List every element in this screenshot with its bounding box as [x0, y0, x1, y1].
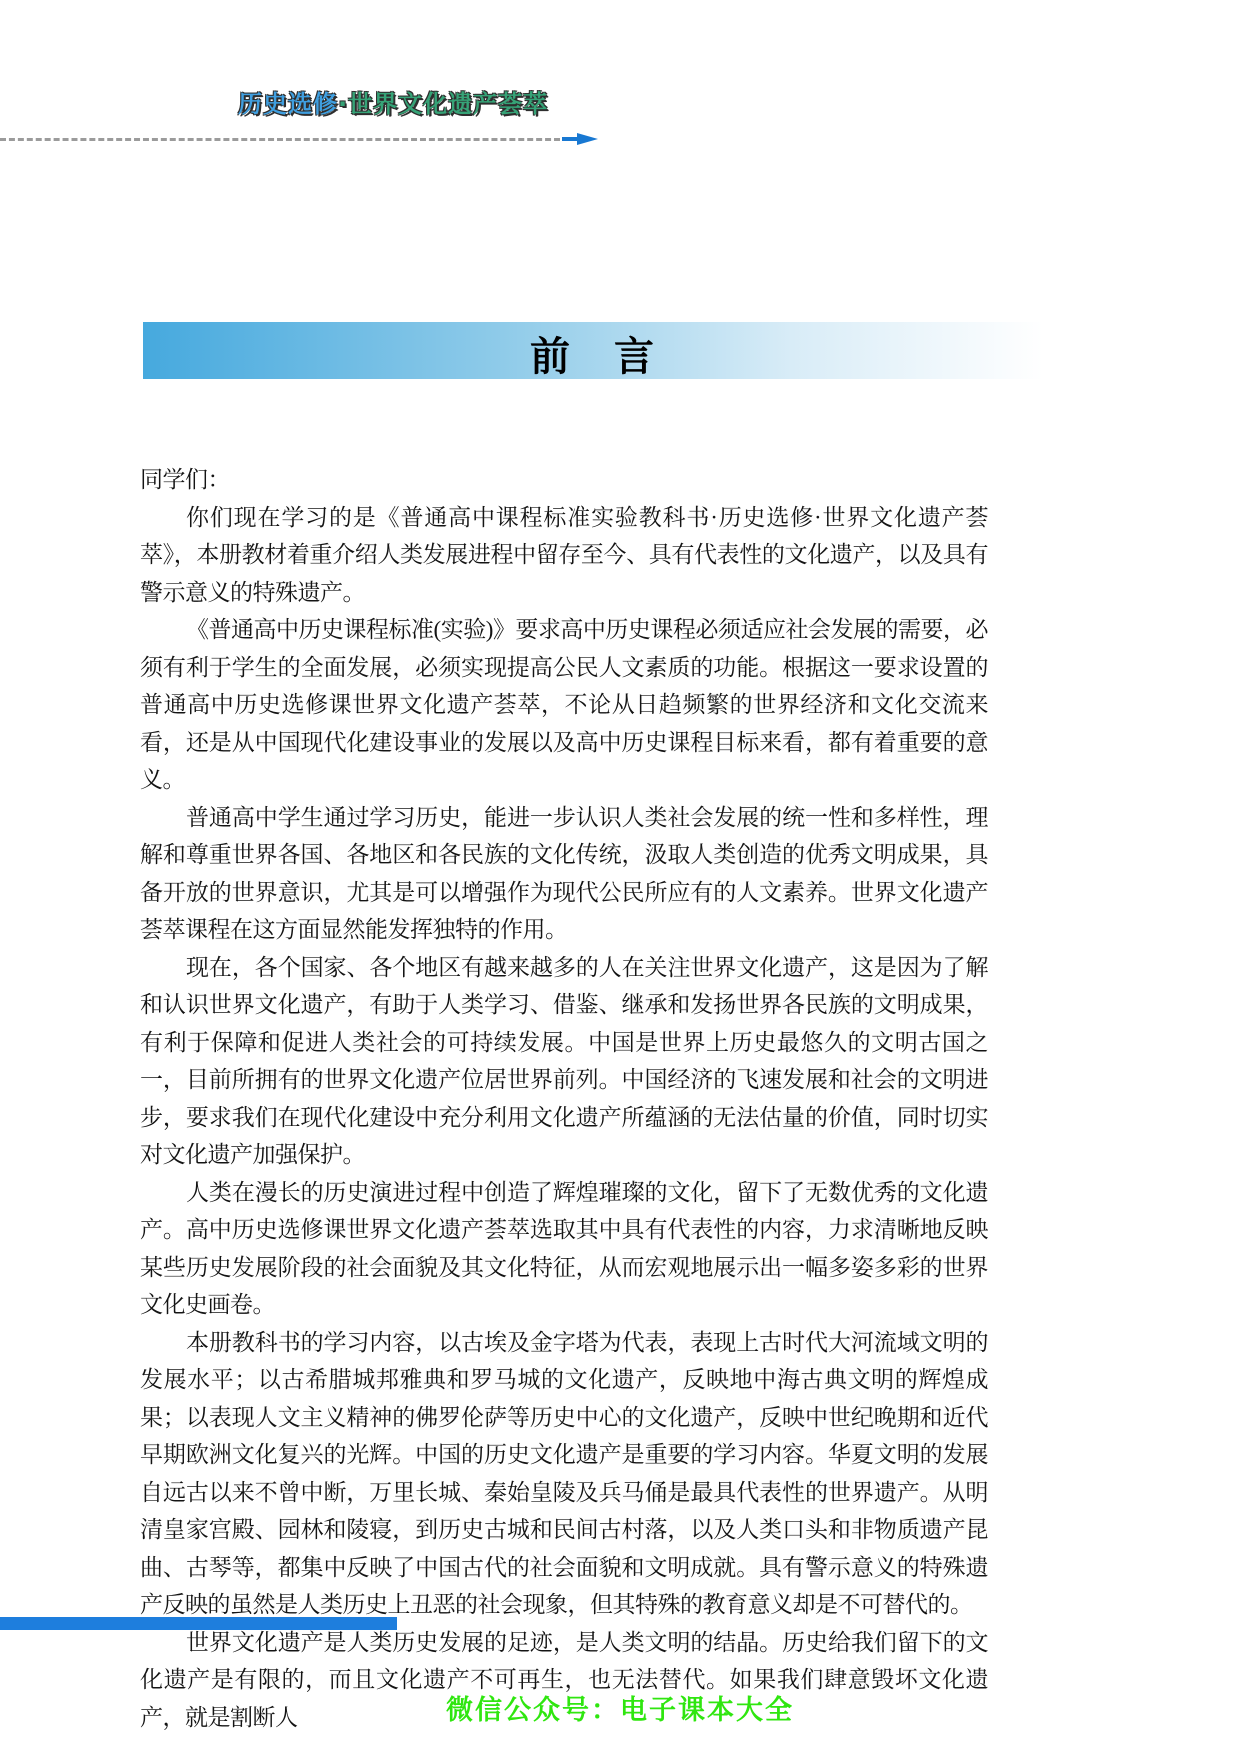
paragraph-7: 世界文化遗产是人类历史发展的足迹，是人类文明的结晶。历史给我们留下的文化遗产是有限的，而且文化遗产不可再生，也无法替代。如果我们肆意毁坏文化遗产，就是割断人 — [140, 1629, 988, 1730]
paragraph-2: 《普通高中历史课程标准(实验)》要求高中历史课程必须适应社会发展的需要，必须有利于学生的全面发展，必须实现提高公民人文素质的功能。根据这一要求设置的普通高中历史选修课世界文化遗产荟萃，不论从日趋频繁的世界经济和文化交流来看，还是从中国现代化建设事业的发展以及高中历史课程目标来看，都有着重要的意义。 — [140, 617, 988, 792]
arrow-right-icon — [562, 130, 598, 148]
preface-banner — [143, 322, 1043, 379]
paragraph-5: 人类在漫长的历史演进过程中创造了辉煌璀璨的文化，留下了无数优秀的文化遗产。高中历史选修课世界文化遗产荟萃选取其中具有代表性的内容，力求清晰地反映某些历史发展阶段的社会面貌及其文化特征，从而宏观地展示出一幅多姿多彩的世界文化史画卷。 — [140, 1179, 988, 1317]
salutation: 同学们： — [140, 467, 230, 492]
series-title-part1: 历史选修 — [238, 90, 338, 118]
preface-body — [140, 461, 988, 1736]
page-title: 前 言 — [530, 333, 656, 380]
page-header-title — [238, 84, 548, 119]
paragraph-6: 本册教科书的学习内容，以古埃及金字塔为代表，表现上古时代大河流域文明的发展水平；以古希腊城邦雅典和罗马城的文化遗产，反映地中海古典文明的辉煌成果；以表现人文主义精神的佛罗伦萨等历史中心的文化遗产，反映中世纪晚期和近代早期欧洲文化复兴的光辉。中国的历史文化遗产是重要的学习内容。华夏文明的发展自远古以来不曾中断，万里长城、秦始皇陵及兵马俑是最具代表性的世界遗产。从明清皇家宫殿、园林和陵寝，到历史古城和民间古村落，以及人类口头和非物质遗产昆曲、古琴等，都集中反映了中国古代的社会面貌和文明成就。具有警示意义的特殊遗产反映的虽然是人类历史上丑恶的社会现象，但其特殊的教育意义却是不可替代的。 — [140, 1329, 988, 1617]
series-title-part2: 世界文化遗产荟萃 — [348, 90, 549, 118]
footer-bar — [0, 1617, 397, 1630]
paragraph-1: 你们现在学习的是《普通高中课程标准实验教科书·历史选修·世界文化遗产荟萃》，本册教材着重介绍人类发展进程中留存至今、具有代表性的文化遗产，以及具有警示意义的特殊遗产。 — [140, 504, 988, 605]
dashed-line — [0, 138, 560, 141]
header-rule — [0, 129, 598, 149]
series-title-separator: · — [338, 90, 349, 118]
paragraph-4: 现在，各个国家、各个地区有越来越多的人在关注世界文化遗产，这是因为了解和认识世界文化遗产，有助于人类学习、借鉴、继承和发扬世界各民族的文明成果，有利于保障和促进人类社会的可持续发展。中国是世界上历史最悠久的文明古国之一，目前所拥有的世界文化遗产位居世界前列。中国经济的飞速发展和社会的文明进步，要求我们在现代化建设中充分利用文化遗产所蕴涵的无法估量的价值，同时切实对文化遗产加强保护。 — [140, 954, 988, 1167]
paragraph-3: 普通高中学生通过学习历史，能进一步认识人类社会发展的统一性和多样性，理解和尊重世界各国、各地区和各民族的文化传统，汲取人类创造的优秀文明成果，具备开放的世界意识，尤其是可以增强作为现代公民所应有的人文素养。世界文化遗产荟萃课程在这方面显然能发挥独特的作用。 — [140, 804, 988, 942]
wechat-footer-label: 微信公众号：电子课本大全 — [446, 1695, 794, 1726]
